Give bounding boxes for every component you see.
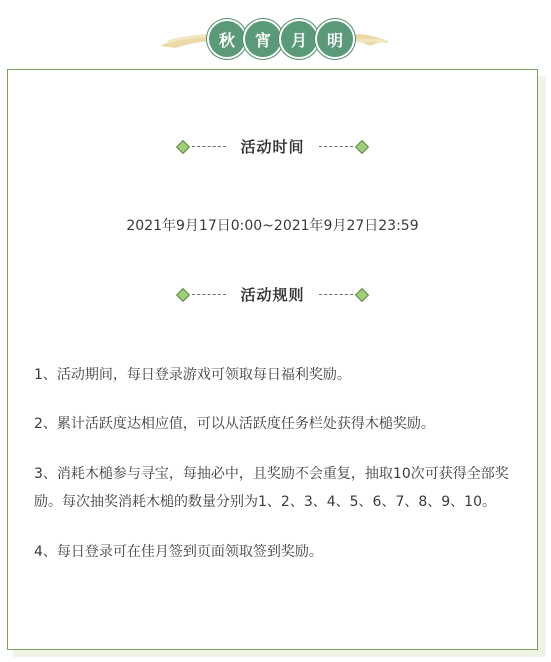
diamond-icon (354, 287, 368, 301)
title-char-badge: 宵 (243, 19, 283, 59)
diamond-icon (354, 139, 368, 153)
section-title: 活动时间 (240, 138, 305, 156)
rules-list (34, 362, 514, 588)
dashed-divider (192, 146, 226, 147)
diamond-icon (176, 287, 190, 301)
dashed-divider (319, 294, 353, 295)
rule-item: 2、累计活跃度达相应值，可以从活跃度任务栏处获得木槌奖励。 (34, 416, 435, 432)
section-header-time (8, 136, 537, 157)
section-header-rules (8, 284, 537, 305)
header-banner (0, 0, 551, 66)
diamond-icon (176, 139, 190, 153)
section-title: 活动规则 (240, 286, 305, 304)
event-time-range: 2021年9月17日0:00~2021年9月27日23:59 (126, 218, 419, 234)
title-char-badge: 秋 (207, 19, 247, 59)
event-info-card (7, 69, 538, 650)
rule-item: 1、活动期间，每日登录游戏可领取每日福利奖励。 (34, 367, 351, 383)
title-char-badge: 明 (315, 19, 355, 59)
title-char-badge: 月 (279, 19, 319, 59)
title-badges (207, 19, 351, 59)
rule-item: 4、每日登录可在佳月签到页面领取签到奖励。 (34, 544, 323, 560)
dashed-divider (319, 146, 353, 147)
rule-item: 3、消耗木槌参与寻宝，每抽必中，且奖励不会重复，抽取10次可获得全部奖励。每次抽奖消耗木槌的数量分别为1、2、3、4、5、6、7、8、9、10。 (34, 466, 509, 510)
dashed-divider (192, 294, 226, 295)
